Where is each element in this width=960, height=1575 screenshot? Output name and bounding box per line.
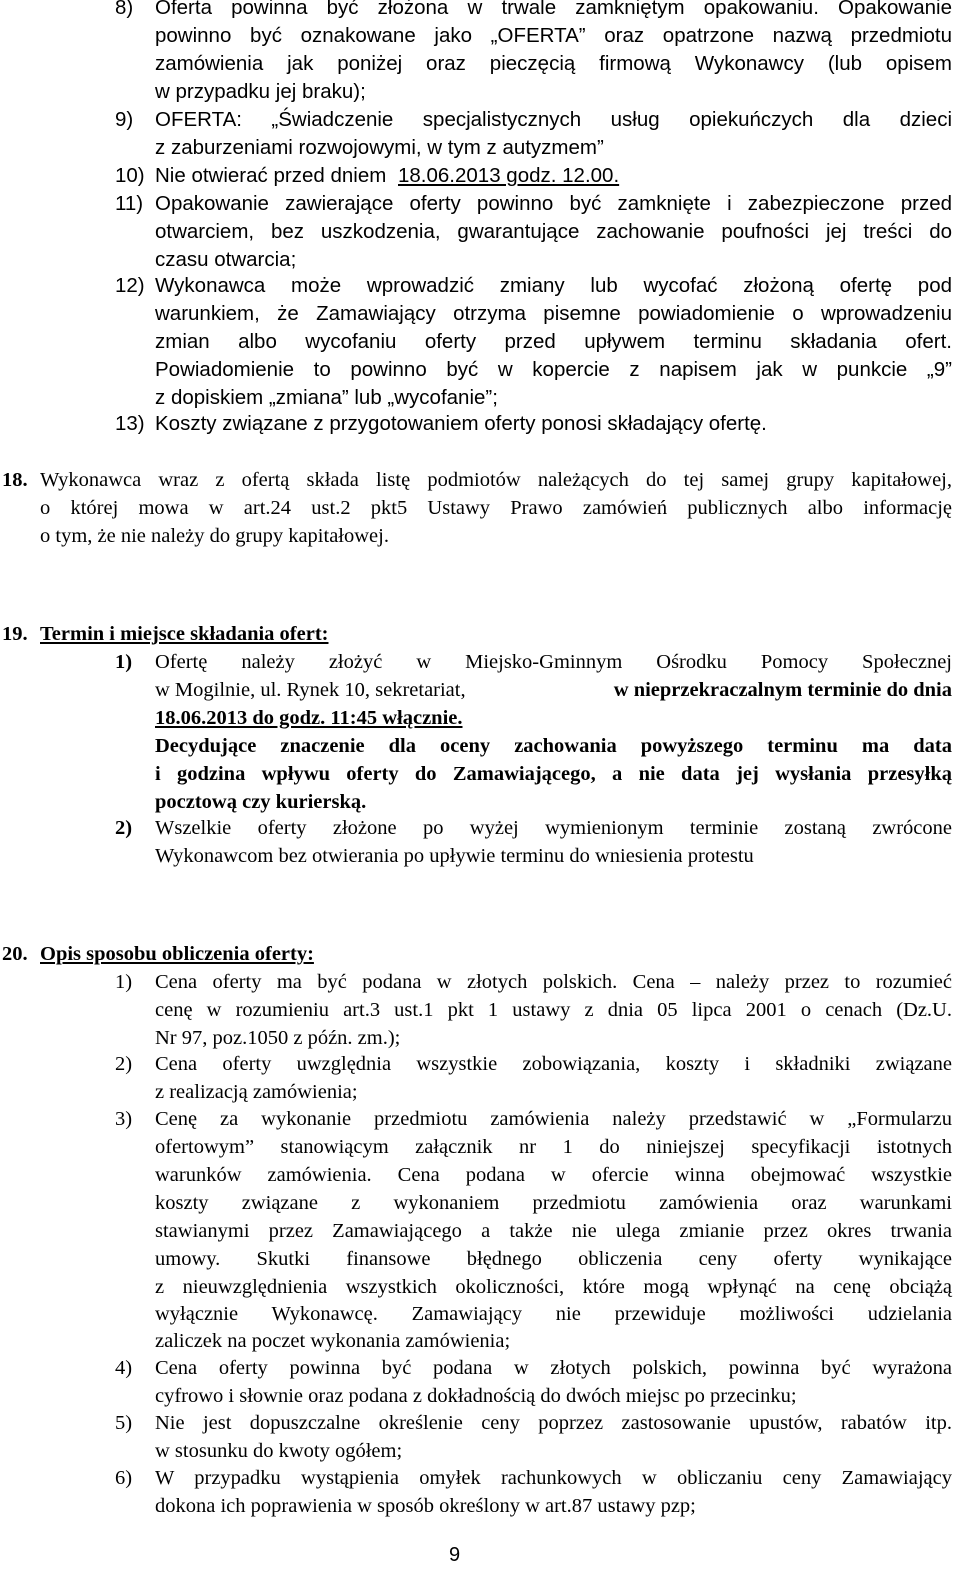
section-20-item-3-line-8: wyłącznie Wykonawcę. Zamawiający nie przewiduje możliwości udzielania	[155, 1303, 952, 1325]
section-20-item-2-number: 2)	[115, 1053, 133, 1075]
section-20-item-3-number: 3)	[115, 1108, 133, 1130]
section-20-item-1-line-2: cenę w rozumieniu art.3 ust.1 pkt 1 ustawy z dnia 05 lipca 2001 o cenach (Dz.U.	[155, 999, 952, 1021]
item-13-number: 13)	[115, 412, 145, 435]
section-20-item-4-number: 4)	[115, 1357, 133, 1379]
section-19-title: Termin i miejsce składania ofert:	[40, 623, 329, 645]
section-20-item-6-number: 6)	[115, 1467, 133, 1489]
item-12-line-2: warunkiem, że Zamawiający otrzyma pisemne powiadomienie o wprowadzeniu	[155, 302, 952, 325]
item-12-line-3: zmian albo wycofaniu oferty przed upływem terminu składania ofert.	[155, 330, 952, 353]
section-20-item-2-line-1: Cena oferty uwzględnia wszystkie zobowiązania, koszty i składniki związane	[155, 1053, 952, 1075]
section-20-item-5-number: 5)	[115, 1412, 133, 1434]
item-11-line-1: Opakowanie zawierające oferty powinno być zamknięte i zabezpieczone przed	[155, 192, 952, 215]
section-19-item-2-line-1: Wszelkie oferty złożone po wyżej wymienionym terminie zostaną zwrócone	[155, 817, 952, 839]
item-12-number: 12)	[115, 274, 145, 297]
section-19-item-2-line-2: Wykonawcom bez otwierania po upływie terminu do wniesienia protestu	[155, 845, 754, 867]
section-20-item-1-line-1: Cena oferty ma być podana w złotych polskich. Cena – należy przez to rozumieć	[155, 971, 952, 993]
section-20-item-4-line-1: Cena oferty powinna być podana w złotych polskich, powinna być wyrażona	[155, 1357, 952, 1379]
section-19-item-1-number: 1)	[115, 651, 133, 673]
section-20-item-4-line-2: cyfrowo i słownie oraz podana z dokładnością do dwóch miejsc po przecinku;	[155, 1385, 797, 1407]
item-11-number: 11)	[115, 192, 144, 215]
section-20-item-6-line-1: W przypadku wystąpienia omyłek rachunkowych w obliczaniu ceny Zamawiający	[155, 1467, 952, 1489]
section-20-item-5-line-1: Nie jest dopuszczalne określenie ceny poprzez zastosowanie upustów, rabatów itp.	[155, 1412, 952, 1434]
section-20-item-3-line-1: Cenę za wykonanie przedmiotu zamówienia należy przedstawić w „Formularzu	[155, 1108, 952, 1130]
section-20-item-1-line-3: Nr 97, poz.1050 z późn. zm.);	[155, 1027, 401, 1049]
item-8-line-1: Oferta powinna być złożona w trwale zamkniętym opakowaniu. Opakowanie	[155, 0, 952, 19]
section-20-item-1-number: 1)	[115, 971, 133, 993]
section-20-item-3-line-2: ofertowym” stanowiącym załącznik nr 1 do niniejszej specyfikacji istotnych	[155, 1136, 952, 1158]
item-8-line-3: zamówienia jak poniżej oraz pieczęcią firmową Wykonawcy (lub opisem	[155, 52, 952, 75]
item-8-line-2: powinno być oznakowane jako „OFERTA” oraz opatrzone nazwą przedmiotu	[155, 24, 952, 47]
section-19-item-1-line-2	[155, 676, 952, 704]
item-10-text: Nie otwierać przed dniem	[155, 164, 387, 187]
section-20-item-3-line-5: stawianymi przez Zamawiającego a także nie ulega zmianie przez okres trwania	[155, 1220, 952, 1242]
item-8-number: 8)	[115, 0, 134, 19]
page-number: 9	[449, 1544, 461, 1566]
section-19-item-1-line-1: Ofertę należy złożyć w Miejsko-Gminnym Ośrodku Pomocy Społecznej	[155, 651, 952, 673]
section-20-item-5-line-2: w stosunku do kwoty ogółem;	[155, 1440, 403, 1462]
section-18-line-2: o której mowa w art.24 ust.2 pkt5 Ustawy Prawo zamówień publicznych albo informację	[40, 497, 952, 519]
section-18-number: 18.	[2, 469, 28, 491]
item-11-line-2: otwarciem, bez uszkodzenia, gwarantujące zachowanie poufności jej treści do	[155, 220, 952, 243]
section-20-title: Opis sposobu obliczenia oferty:	[40, 943, 314, 965]
section-18-line-1: Wykonawca wraz z ofertą składa listę podmiotów należących do tej samej grupy kapitałowej,	[40, 469, 952, 491]
item-9-line-2: z zaburzeniami rozwojowymi, w tym z autyzmem”	[155, 136, 604, 159]
section-20-item-3-line-4: koszty związane z wykonaniem przedmiotu zamówienia oraz warunkami	[155, 1192, 952, 1214]
item-12-line-5: z dopiskiem „zmiana” lub „wycofanie”;	[155, 386, 498, 409]
section-20-item-3-line-9: zaliczek na poczet wykonania zamówienia;	[155, 1330, 511, 1352]
item-12-line-4: Powiadomienie to powinno być w kopercie z napisem jak w punkcie „9”	[155, 358, 952, 381]
item-9-number: 9)	[115, 108, 134, 131]
item-12-line-1: Wykonawca może wprowadzić zmiany lub wycofać złożoną ofertę pod	[155, 274, 952, 297]
section-20-item-3-line-3: warunków zamówienia. Cena podana w ofercie winna obejmować wszystkie	[155, 1164, 952, 1186]
submission-deadline-date: 18.06.2013 do godz. 11:45 włącznie.	[155, 707, 463, 729]
item-8-line-4: w przypadku jej braku);	[155, 80, 366, 103]
section-20-number: 20.	[2, 943, 28, 965]
item-10-date: 18.06.2013 godz. 12.00.	[398, 164, 620, 187]
submission-address: w Mogilnie, ul. Rynek 10, sekretariat,	[155, 679, 466, 701]
section-20-item-2-line-2: z realizacją zamówienia;	[155, 1081, 358, 1103]
section-18-line-3: o tym, że nie należy do grupy kapitałowej.	[40, 525, 389, 547]
item-9-line-1: OFERTA: „Świadczenie specjalistycznych usług opiekuńczych dla dzieci	[155, 108, 952, 131]
section-20-item-3-line-7: z nieuwzględnienia wszystkich okoliczności, które mogą wpłynąć na cenę obciążą	[155, 1276, 952, 1298]
section-19-item-2-number: 2)	[115, 817, 133, 839]
deadline-note-line-2: i godzina wpływu oferty do Zamawiającego, a nie data jej wysłania przesyłką	[155, 763, 952, 785]
item-10-line	[155, 162, 619, 190]
section-19-number: 19.	[2, 623, 28, 645]
item-10-number: 10)	[115, 164, 145, 187]
submission-deadline-label: w nieprzekraczalnym terminie do dnia	[613, 679, 952, 701]
deadline-note-line-3: pocztową czy kurierską.	[155, 791, 367, 813]
item-13-line: Koszty związane z przygotowaniem oferty ponosi składający ofertę.	[155, 412, 767, 435]
item-11-line-3: czasu otwarcia;	[155, 248, 297, 271]
deadline-note-line-1: Decydujące znaczenie dla oceny zachowania powyższego terminu ma data	[155, 735, 952, 757]
section-20-item-3-line-6: umowy. Skutki finansowe błędnego obliczenia ceny oferty wynikające	[155, 1248, 952, 1270]
section-20-item-6-line-2: dokona ich poprawienia w sposób określony w art.87 ustawy pzp;	[155, 1495, 696, 1517]
